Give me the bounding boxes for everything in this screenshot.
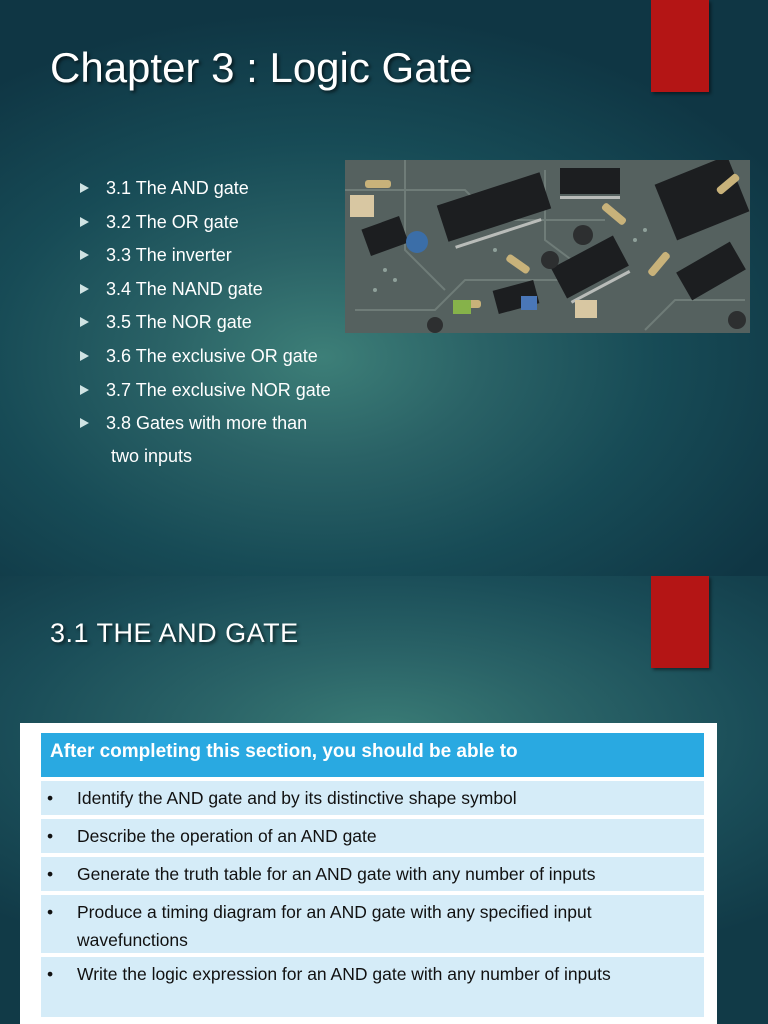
- bullet-icon: •: [47, 964, 54, 984]
- bullet-icon: •: [47, 788, 54, 808]
- triangle-bullet-icon: [80, 250, 89, 260]
- objective-row: • Produce a timing diagram for an AND gate with any specified input wavefunctions: [41, 895, 704, 953]
- triangle-bullet-icon: [80, 284, 89, 294]
- objective-row: • Generate the truth table for an AND gate with any number of inputs: [41, 857, 704, 891]
- red-accent-tab: [651, 0, 709, 92]
- objective-row: • Identify the AND gate and by its distinctive shape symbol: [41, 781, 704, 815]
- objective-row: • Describe the operation of an AND gate: [41, 819, 704, 853]
- outline-item: 3.1 The AND gate: [78, 176, 331, 210]
- objective-row: • Write the logic expression for an AND gate with any number of inputs: [41, 957, 704, 1017]
- triangle-bullet-icon: [80, 217, 89, 227]
- bullet-icon: •: [47, 902, 54, 922]
- outline-item: 3.3 The inverter: [78, 243, 331, 277]
- triangle-bullet-icon: [80, 385, 89, 395]
- chapter-title: Chapter 3 : Logic Gate: [50, 44, 473, 91]
- bullet-icon: •: [47, 864, 54, 884]
- bullet-icon: •: [47, 826, 54, 846]
- outline-item: 3.5 The NOR gate: [78, 310, 331, 344]
- triangle-bullet-icon: [80, 418, 89, 428]
- outline-item: 3.6 The exclusive OR gate: [78, 344, 331, 378]
- outline-item: 3.4 The NAND gate: [78, 277, 331, 311]
- objectives-panel: [20, 723, 717, 1024]
- chapter-outline-list: [78, 176, 331, 467]
- circuit-board-photo: [345, 160, 750, 333]
- triangle-bullet-icon: [80, 183, 89, 193]
- triangle-bullet-icon: [80, 317, 89, 327]
- outline-item-continuation: two inputs: [111, 446, 193, 467]
- outline-item: 3.7 The exclusive NOR gate: [78, 378, 331, 412]
- outline-item: 3.8 Gates with more than two inputs: [78, 411, 331, 445]
- triangle-bullet-icon: [80, 351, 89, 361]
- red-accent-tab: [651, 576, 709, 668]
- section-title: 3.1 THE AND GATE: [50, 618, 299, 648]
- outline-item: 3.2 The OR gate: [78, 210, 331, 244]
- objectives-header: After completing this section, you should be able to: [41, 733, 704, 777]
